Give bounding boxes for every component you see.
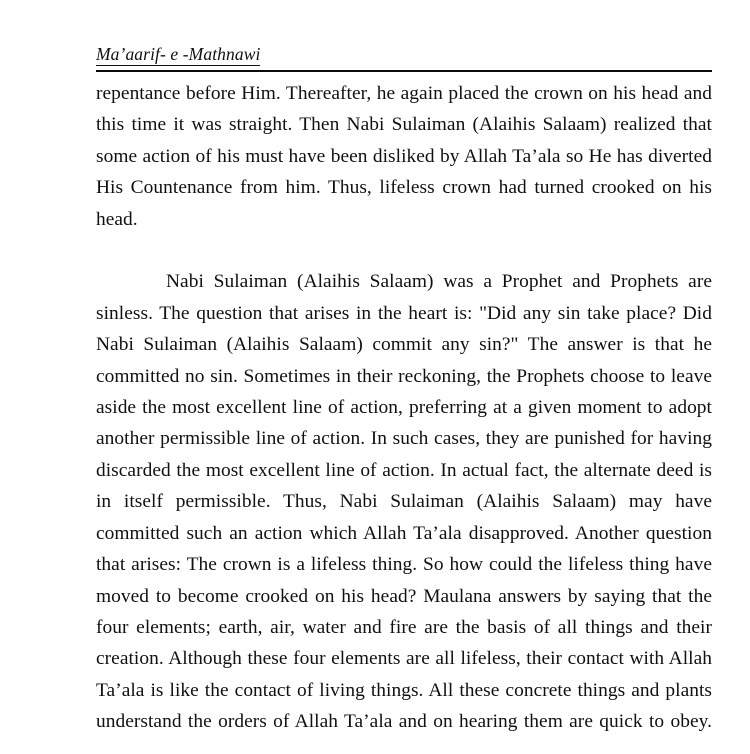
paragraph-2: Nabi Sulaiman (Alaihis Salaam) was a Prophet and Prophets are sinless. The question that arises in the heart is: "Did any sin take place? Did Nabi Sulaiman (Alaihis Salaam) commit any sin?" The answer is that he committed no sin. Sometimes in their reckoning, the Prophets choose to leave aside the most excellent line of action, preferring at a given moment to adopt another permissible line of action. In such cases, they are punished for having discarded the most excellent line of action. In actual fact, the alternate deed is in itself permissible. Thus, Nabi Sulaiman (Alaihis Salaam) may have committed such an action which Allah Ta’ala disapproved. Another question that arises: The crown is a lifeless thing. So how could the lifeless thing have moved to become crooked on his head? Maulana answers by saying that the four elements; earth, air, water and fire are the basis of all things and their creation. Although these four elements are all lifeless, their contact with Allah Ta’ala is like the contact of living things. All these concrete things and plants understand the orders of Allah Ta’ala and on hearing them are quick to obey. — [96, 271, 712, 733]
paragraph-1: repentance before Him. Thereafter, he again placed the crown on his head and this time it was straight. Then Nabi Sulaiman (Alaihis Salaam) realized that some action of his must have been disliked by Allah Ta’ala so He has diverted His Countenance from him. Thus, lifeless crown had turned crooked on his head. — [96, 83, 712, 230]
running-header-title: Ma’aarif- e -Mathnawi — [96, 44, 261, 64]
page-header — [96, 44, 712, 66]
body-text-block — [96, 78, 712, 754]
header-divider-rule — [96, 70, 712, 72]
